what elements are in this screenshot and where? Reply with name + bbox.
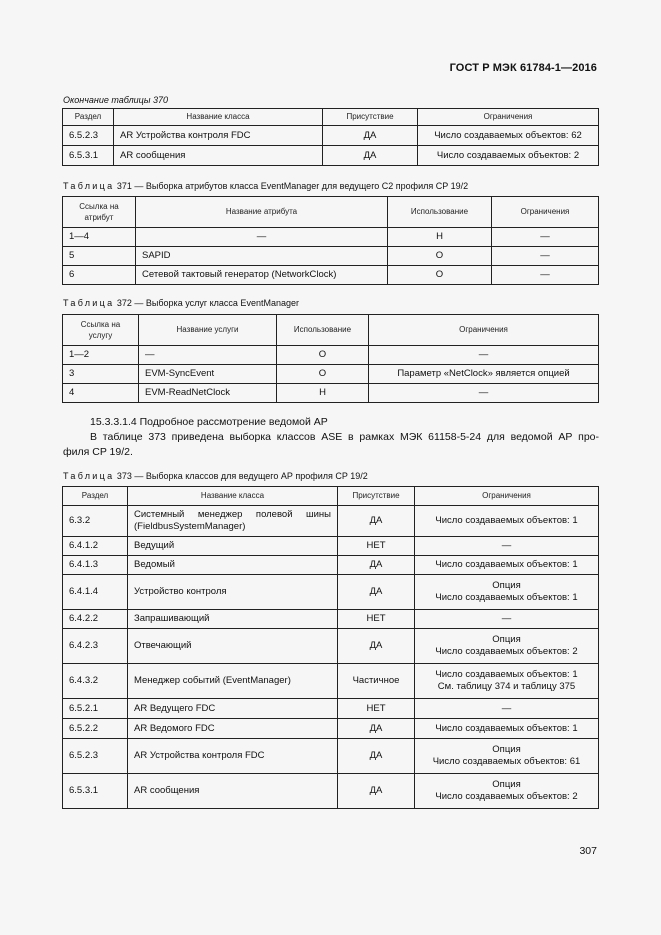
table-cell: Число создаваемых объектов: 1 — [415, 556, 599, 575]
table-cell: 1—4 — [63, 228, 136, 247]
table-cell: — — [415, 699, 599, 719]
table-cell: Н — [277, 384, 369, 403]
table-cell: 6.5.2.2 — [63, 719, 128, 739]
table-cell: О — [388, 247, 492, 266]
table-cell: — — [415, 537, 599, 556]
table-cell: ДА — [338, 719, 415, 739]
table-cell: Параметр «NetClock» является опцией — [369, 365, 599, 384]
cell-line: (FieldbusSystemManager) — [134, 521, 246, 532]
table-row — [63, 146, 599, 166]
table-row — [63, 719, 599, 739]
table-row — [63, 346, 599, 365]
column-header: Ограничения — [415, 487, 599, 506]
table-cell: Сетевой тактовый генератор (NetworkClock) — [136, 266, 388, 285]
table-row — [63, 556, 599, 575]
caption-text: 373 — Выборка классов для ведущего АР профиля CP 19/2 — [116, 471, 368, 481]
caption-text: 371 — Выборка атрибутов класса EventManager для ведущего C2 профиля CP 19/2 — [116, 181, 469, 191]
table-cell: Ведущий — [128, 537, 338, 556]
table-cell: 6.3.2 — [63, 506, 128, 537]
table-cell: 6.5.2.3 — [63, 126, 114, 146]
table-cell: AR Устройства контроля FDC — [128, 739, 338, 774]
standard-header: ГОСТ Р МЭК 61784-1—2016 — [449, 62, 597, 74]
column-header — [63, 315, 139, 346]
table-cell: — — [139, 346, 277, 365]
table-cell: ДА — [338, 575, 415, 610]
table-row — [63, 739, 599, 774]
table-cell: AR Ведомого FDC — [128, 719, 338, 739]
table-row — [63, 365, 599, 384]
cell-line: Системный менеджер полевой шины — [134, 509, 331, 520]
table-cell: 1—2 — [63, 346, 139, 365]
table-row — [63, 228, 599, 247]
table-cell: Ведомый — [128, 556, 338, 575]
table-cell: SAPID — [136, 247, 388, 266]
column-header — [63, 197, 136, 228]
table-cell: EVM-SyncEvent — [139, 365, 277, 384]
table-cell: AR Устройства контроля FDC — [114, 126, 323, 146]
table-cell: Частичное — [338, 664, 415, 699]
table-row — [63, 664, 599, 699]
cell-line: Число создаваемых объектов: 2 — [435, 646, 578, 657]
table-cell — [415, 629, 599, 664]
table-cell — [128, 506, 338, 537]
table-cell: 6.4.2.2 — [63, 610, 128, 629]
cell-line: Опция — [492, 779, 521, 790]
table-cell: ДА — [338, 629, 415, 664]
cell-line: Число создаваемых объектов: 2 — [435, 791, 578, 802]
cell-line: Число создаваемых объектов: 61 — [432, 756, 581, 767]
table-cell: ДА — [323, 146, 418, 166]
table-cell: 6 — [63, 266, 136, 285]
cell-line: Число создаваемых объектов: 1 — [435, 592, 578, 603]
column-header: Название атрибута — [136, 197, 388, 228]
table-cell: Н — [388, 228, 492, 247]
table-cell: 6.4.2.3 — [63, 629, 128, 664]
cell-line: Опция — [492, 580, 521, 591]
table-header-row — [63, 197, 599, 228]
table-row — [63, 629, 599, 664]
table-row — [63, 126, 599, 146]
table-cell: 6.4.1.2 — [63, 537, 128, 556]
caption-label: Таблица — [63, 298, 115, 308]
table-cell — [415, 774, 599, 809]
caption-label: Таблица — [63, 471, 115, 481]
table-cell: 6.5.3.1 — [63, 774, 128, 809]
column-header: Ограничения — [418, 109, 599, 126]
cell-line: Опция — [492, 634, 521, 645]
table-row — [63, 266, 599, 285]
column-header: Ограничения — [492, 197, 599, 228]
table-cell: Устройство контроля — [128, 575, 338, 610]
table-cell: О — [388, 266, 492, 285]
cell-line: Число создаваемых объектов: 1 — [435, 669, 578, 680]
table-cell: Число создаваемых объектов: 62 — [418, 126, 599, 146]
table-cell: — — [369, 384, 599, 403]
table-cell: 3 — [63, 365, 139, 384]
table-cell: — — [492, 266, 599, 285]
table-cell: О — [277, 365, 369, 384]
table-373 — [62, 486, 599, 809]
caption-label: Таблица — [63, 181, 115, 191]
column-header-text: Ссылка на услугу — [80, 320, 121, 340]
table-cell: НЕТ — [338, 610, 415, 629]
column-header-text: Ссылка на атрибут — [79, 202, 119, 222]
column-header: Использование — [277, 315, 369, 346]
table-cell: НЕТ — [338, 699, 415, 719]
table-cell: О — [277, 346, 369, 365]
table-cell: ДА — [323, 126, 418, 146]
table-cell: — — [415, 610, 599, 629]
table-row — [63, 699, 599, 719]
table-row — [63, 506, 599, 537]
table-cell: 6.4.1.4 — [63, 575, 128, 610]
table-373-caption — [63, 471, 368, 481]
table-row — [63, 384, 599, 403]
paragraph-line: филя CP 19/2. — [63, 446, 133, 458]
table-cell: Запрашивающий — [128, 610, 338, 629]
table-cell: AR сообщения — [128, 774, 338, 809]
table-cell: 6.5.3.1 — [63, 146, 114, 166]
column-header: Использование — [388, 197, 492, 228]
table-cell: НЕТ — [338, 537, 415, 556]
column-header: Раздел — [63, 487, 128, 506]
table-row — [63, 247, 599, 266]
table-cell: Число создаваемых объектов: 1 — [415, 719, 599, 739]
table-cell: — — [492, 247, 599, 266]
table-cell: Число создаваемых объектов: 1 — [415, 506, 599, 537]
cell-line: См. таблицу 374 и таблицу 375 — [437, 681, 576, 692]
table-cell: Число создаваемых объектов: 2 — [418, 146, 599, 166]
table-row — [63, 537, 599, 556]
table-cell: Отвечающий — [128, 629, 338, 664]
page-number: 307 — [579, 845, 597, 857]
table-cell: 5 — [63, 247, 136, 266]
table-cell: 4 — [63, 384, 139, 403]
paragraph-line: В таблице 373 приведена выборка классов ASE в рамках МЭК 61158-5-24 для ведомой АР про- — [90, 431, 599, 443]
table-cell: EVM-ReadNetClock — [139, 384, 277, 403]
table-cell: AR Ведущего FDC — [128, 699, 338, 719]
table-header-row — [63, 109, 599, 126]
table-row — [63, 575, 599, 610]
column-header: Ограничения — [369, 315, 599, 346]
table-cell: 6.4.1.3 — [63, 556, 128, 575]
table-row — [63, 774, 599, 809]
cell-line: Опция — [492, 744, 521, 755]
table-header-row — [63, 315, 599, 346]
table-cell: ДА — [338, 556, 415, 575]
caption-text: 372 — Выборка услуг класса EventManager — [116, 298, 299, 308]
table-cell — [415, 575, 599, 610]
column-header: Название услуги — [139, 315, 277, 346]
table-header-row — [63, 487, 599, 506]
table-370 — [62, 108, 599, 166]
column-header: Название класса — [114, 109, 323, 126]
column-header: Присутствие — [338, 487, 415, 506]
table-372-caption — [63, 298, 299, 308]
table-cell: 6.4.3.2 — [63, 664, 128, 699]
table-371 — [62, 196, 599, 285]
table-cell: 6.5.2.1 — [63, 699, 128, 719]
column-header: Название класса — [128, 487, 338, 506]
table-cell: — — [492, 228, 599, 247]
table-cell: AR сообщения — [114, 146, 323, 166]
table-cell: ДА — [338, 506, 415, 537]
table-371-caption — [63, 181, 468, 191]
table-row — [63, 610, 599, 629]
table-cell: 6.5.2.3 — [63, 739, 128, 774]
table-370-caption: Окончание таблицы 370 — [63, 95, 168, 105]
table-cell — [415, 739, 599, 774]
table-372 — [62, 314, 599, 403]
column-header: Присутствие — [323, 109, 418, 126]
table-cell: — — [136, 228, 388, 247]
table-cell — [415, 664, 599, 699]
table-cell: ДА — [338, 774, 415, 809]
table-cell: Менеджер событий (EventManager) — [128, 664, 338, 699]
table-cell: — — [369, 346, 599, 365]
column-header: Раздел — [63, 109, 114, 126]
section-heading: 15.3.3.1.4 Подробное рассмотрение ведомой АР — [90, 416, 328, 428]
table-cell: ДА — [338, 739, 415, 774]
